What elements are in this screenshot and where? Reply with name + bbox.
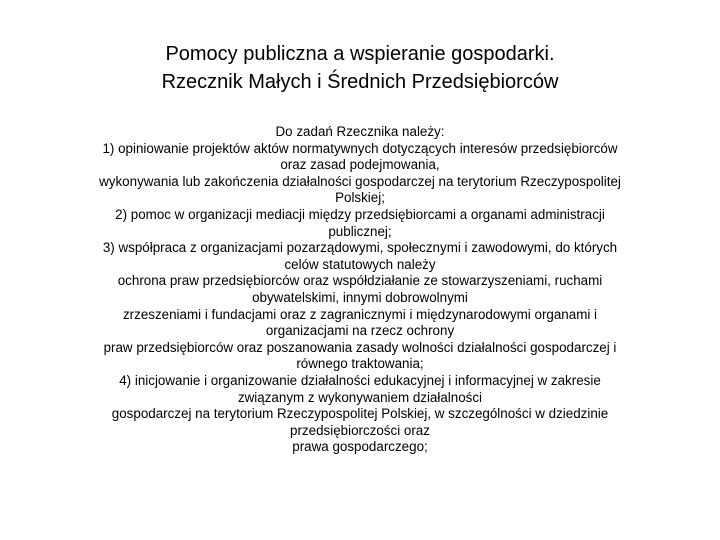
body-line: Polskiej; xyxy=(335,190,385,206)
body-line: 4) inicjowanie i organizowanie działalności edukacyjnej i informacyjnej w zakresie xyxy=(119,372,601,388)
slide-title xyxy=(40,40,680,96)
body-line: ochrona praw przedsiębiorców oraz współdziałanie ze stowarzyszeniami, ruchami xyxy=(117,273,603,289)
slide-title-line: Pomocy publiczna a wspieranie gospodarki. xyxy=(165,43,555,65)
body-line: zrzeszeniami i fundacjami oraz z zagranicznymi i międzynarodowymi organami i xyxy=(122,306,598,322)
body-line: praw przedsiębiorców oraz poszanowania zasady wolności działalności gospodarczej i xyxy=(103,339,617,355)
body-line: publicznej; xyxy=(328,223,392,239)
body-line: organizacjami na rzecz ochrony xyxy=(265,323,455,339)
body-line: przedsiębiorczości oraz xyxy=(290,422,430,438)
slide-body xyxy=(40,124,680,456)
body-line: wykonywania lub zakończenia działalności gospodarczej na terytorium Rzeczypospolitej xyxy=(99,173,621,189)
body-line: 1) opiniowanie projektów aktów normatywnych dotyczących interesów przedsiębiorców xyxy=(102,140,618,156)
body-line: oraz zasad podejmowania, xyxy=(280,157,440,173)
body-line: 3) współpraca z organizacjami pozarządowymi, społecznymi i zawodowymi, do których xyxy=(102,240,618,256)
body-line: Do zadań Rzecznika należy: xyxy=(275,124,445,139)
body-line: gospodarczej na terytorium Rzeczypospolitej Polskiej, w szczególności w dziedzinie xyxy=(111,406,609,422)
body-line: celów statutowych należy xyxy=(284,256,436,272)
body-line: obywatelskimi, innymi dobrowolnymi xyxy=(252,289,468,305)
body-line: prawa gospodarczego; xyxy=(292,439,428,455)
slide-title-line: Rzecznik Małych i Średnich Przedsiębiorców xyxy=(161,71,559,93)
body-line: 2) pomoc w organizacji mediacji między przedsiębiorcami a organami administracji xyxy=(115,206,605,222)
body-line: związanym z wykonywaniem działalności xyxy=(237,389,483,405)
body-line: równego traktowania; xyxy=(296,356,424,372)
